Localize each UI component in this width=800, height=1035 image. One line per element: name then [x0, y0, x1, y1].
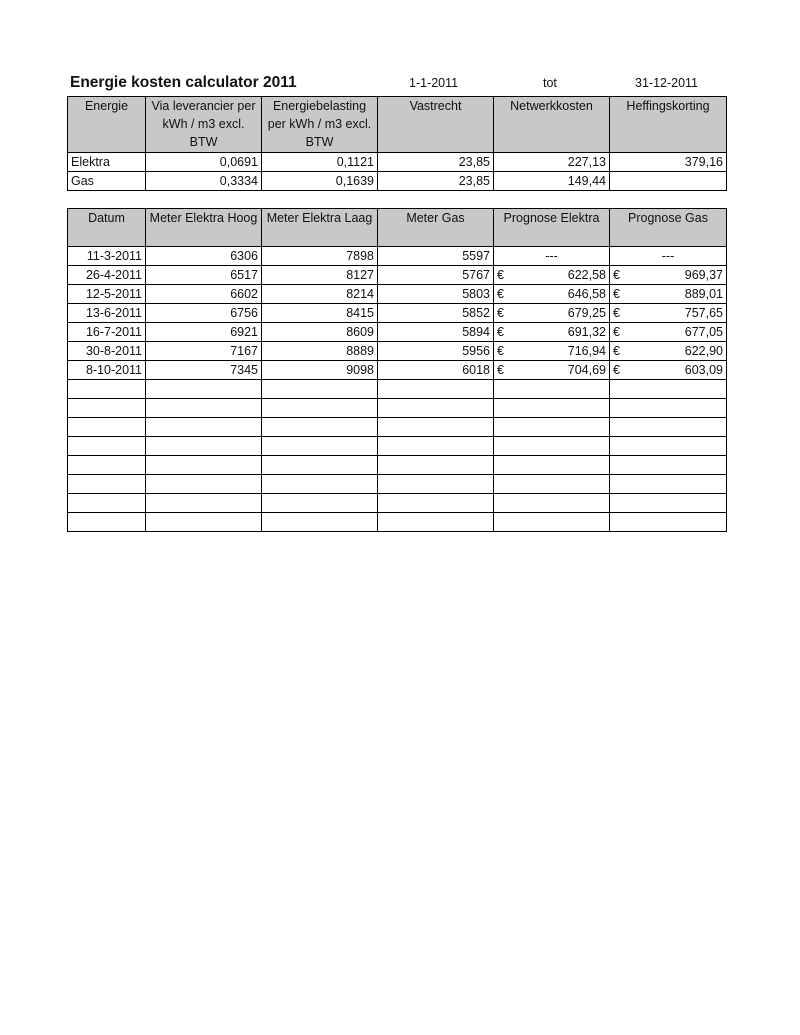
amount: 646,58 [567, 287, 606, 301]
cell-prognose-gas[interactable] [610, 399, 727, 418]
cell-meter-laag[interactable]: 9098 [262, 361, 378, 380]
cell-netwerkkosten[interactable]: 149,44 [494, 172, 610, 191]
cell-meter-hoog[interactable]: 6921 [146, 323, 262, 342]
amount: 622,58 [567, 268, 606, 282]
cell-leverancier[interactable]: 0,3334 [146, 172, 262, 191]
cell-meter-gas[interactable]: 5894 [378, 323, 494, 342]
cell-heffingskorting[interactable] [610, 172, 727, 191]
euro-symbol: € [613, 325, 620, 339]
readings-body [68, 247, 727, 532]
rates-row-gas [68, 172, 727, 191]
cell-datum[interactable]: 26-4-2011 [68, 266, 146, 285]
cell-meter-laag[interactable] [262, 513, 378, 532]
cell-vastrecht[interactable]: 23,85 [378, 172, 494, 191]
amount: 679,25 [567, 306, 606, 320]
cell-meter-gas[interactable] [378, 399, 494, 418]
cell-prognose-elektra[interactable] [494, 475, 610, 494]
cell-datum[interactable]: 11-3-2011 [68, 247, 146, 266]
cell-prognose-elektra[interactable] [494, 456, 610, 475]
empty-row [68, 475, 727, 494]
cell-prognose-elektra[interactable] [494, 380, 610, 399]
cell-datum[interactable] [68, 437, 146, 456]
col-header-leverancier[interactable]: Via leverancier per kWh / m3 excl. BTW [146, 97, 262, 153]
cell-meter-hoog[interactable]: 6517 [146, 266, 262, 285]
amount: 622,90 [684, 344, 723, 358]
cell-prognose-elektra[interactable]: --- [494, 247, 610, 266]
empty-row [68, 494, 727, 513]
amount: 603,09 [684, 363, 723, 377]
col-header-prognose-gas[interactable]: Prognose Gas [610, 209, 727, 247]
cell-prognose-elektra[interactable] [494, 266, 610, 285]
cell-meter-laag[interactable]: 8127 [262, 266, 378, 285]
cell-prognose-elektra[interactable] [494, 285, 610, 304]
cell-meter-laag[interactable] [262, 418, 378, 437]
cell-prognose-elektra[interactable] [494, 418, 610, 437]
cell-prognose-elektra[interactable] [494, 399, 610, 418]
cell-meter-laag[interactable] [262, 437, 378, 456]
euro-symbol: € [613, 268, 620, 282]
col-header-netwerkkosten[interactable]: Netwerkkosten [494, 97, 610, 153]
cell-prognose-gas[interactable] [610, 380, 727, 399]
cell-datum[interactable] [68, 513, 146, 532]
cell-meter-gas[interactable] [378, 418, 494, 437]
rates-header-row [68, 97, 727, 153]
cell-meter-hoog[interactable] [146, 494, 262, 513]
euro-symbol: € [613, 363, 620, 377]
cell-meter-gas[interactable] [378, 513, 494, 532]
empty-row [68, 399, 727, 418]
cell-meter-hoog[interactable] [146, 456, 262, 475]
cell-prognose-elektra[interactable] [494, 361, 610, 380]
readings-header-row [68, 209, 727, 247]
cell-prognose-elektra[interactable] [494, 342, 610, 361]
cell-meter-gas[interactable] [378, 456, 494, 475]
cell-energie[interactable]: Elektra [68, 153, 146, 172]
cell-meter-gas[interactable] [378, 380, 494, 399]
amount: 757,65 [684, 306, 723, 320]
cell-meter-laag[interactable]: 8415 [262, 304, 378, 323]
amount: 969,37 [684, 268, 723, 282]
cell-heffingskorting[interactable]: 379,16 [610, 153, 727, 172]
table-row [68, 342, 727, 361]
rates-row-elektra [68, 153, 727, 172]
col-header-energie[interactable]: Energie [68, 97, 146, 153]
cell-meter-laag[interactable] [262, 456, 378, 475]
cell-meter-gas[interactable]: 5803 [378, 285, 494, 304]
cell-meter-hoog[interactable]: 7167 [146, 342, 262, 361]
page-title: Energie kosten calculator 2011 [70, 74, 297, 91]
euro-symbol: € [497, 287, 504, 301]
cell-netwerkkosten[interactable]: 227,13 [494, 153, 610, 172]
end-date: 31-12-2011 [635, 76, 699, 90]
col-header-vastrecht[interactable]: Vastrecht [378, 97, 494, 153]
readings-table [67, 208, 727, 532]
start-date: 1-1-2011 [409, 76, 459, 90]
cell-leverancier[interactable]: 0,0691 [146, 153, 262, 172]
cell-meter-laag[interactable] [262, 475, 378, 494]
empty-row [68, 437, 727, 456]
cell-prognose-gas[interactable] [610, 323, 727, 342]
cell-prognose-gas[interactable] [610, 304, 727, 323]
cell-prognose-gas[interactable] [610, 475, 727, 494]
cell-prognose-gas[interactable] [610, 513, 727, 532]
amount: 889,01 [684, 287, 723, 301]
cell-datum[interactable]: 30-8-2011 [68, 342, 146, 361]
cell-meter-gas[interactable] [378, 494, 494, 513]
cell-meter-gas[interactable]: 5597 [378, 247, 494, 266]
amount: 677,05 [684, 325, 723, 339]
empty-row [68, 380, 727, 399]
cell-prognose-gas[interactable] [610, 494, 727, 513]
col-header-meter-gas[interactable]: Meter Gas [378, 209, 494, 247]
col-header-heffingskorting[interactable]: Heffingskorting [610, 97, 727, 153]
cell-prognose-gas[interactable] [610, 418, 727, 437]
euro-symbol: € [497, 363, 504, 377]
cell-meter-hoog[interactable] [146, 475, 262, 494]
cell-meter-laag[interactable] [262, 399, 378, 418]
table-row [68, 247, 727, 266]
euro-symbol: € [613, 344, 620, 358]
empty-row [68, 418, 727, 437]
cell-meter-laag[interactable]: 8214 [262, 285, 378, 304]
cell-belasting[interactable]: 0,1639 [262, 172, 378, 191]
euro-symbol: € [613, 306, 620, 320]
cell-meter-hoog[interactable] [146, 513, 262, 532]
table-row [68, 285, 727, 304]
cell-prognose-elektra[interactable] [494, 513, 610, 532]
cell-datum[interactable]: 16-7-2011 [68, 323, 146, 342]
empty-row [68, 513, 727, 532]
cell-energie[interactable]: Gas [68, 172, 146, 191]
cell-prognose-elektra[interactable] [494, 494, 610, 513]
rates-table [67, 96, 727, 191]
cell-meter-hoog[interactable] [146, 380, 262, 399]
cell-meter-hoog[interactable] [146, 437, 262, 456]
cell-datum[interactable] [68, 399, 146, 418]
amount: 691,32 [567, 325, 606, 339]
euro-symbol: € [497, 306, 504, 320]
cell-datum[interactable] [68, 475, 146, 494]
empty-row [68, 456, 727, 475]
table-row [68, 323, 727, 342]
cell-prognose-gas[interactable] [610, 342, 727, 361]
cell-datum[interactable] [68, 494, 146, 513]
cell-prognose-elektra[interactable] [494, 437, 610, 456]
cell-meter-laag[interactable] [262, 380, 378, 399]
cell-meter-hoog[interactable] [146, 399, 262, 418]
col-header-meter-elektra-hoog[interactable]: Meter Elektra Hoog [146, 209, 262, 247]
col-header-datum[interactable]: Datum [68, 209, 146, 247]
cell-meter-gas[interactable] [378, 475, 494, 494]
cell-meter-laag[interactable]: 7898 [262, 247, 378, 266]
cell-meter-laag[interactable] [262, 494, 378, 513]
cell-prognose-elektra[interactable] [494, 323, 610, 342]
cell-meter-gas[interactable]: 6018 [378, 361, 494, 380]
cell-prognose-gas[interactable] [610, 456, 727, 475]
cell-prognose-gas[interactable] [610, 437, 727, 456]
table-row [68, 304, 727, 323]
cell-meter-gas[interactable]: 5852 [378, 304, 494, 323]
cell-meter-hoog[interactable] [146, 418, 262, 437]
euro-symbol: € [497, 268, 504, 282]
table-row [68, 266, 727, 285]
amount: 704,69 [567, 363, 606, 377]
euro-symbol: € [613, 287, 620, 301]
cell-datum[interactable] [68, 380, 146, 399]
cell-meter-gas[interactable]: 5956 [378, 342, 494, 361]
cell-meter-hoog[interactable]: 6756 [146, 304, 262, 323]
cell-meter-laag[interactable]: 8609 [262, 323, 378, 342]
cell-prognose-gas[interactable] [610, 266, 727, 285]
cell-datum[interactable]: 12-5-2011 [68, 285, 146, 304]
cell-datum[interactable]: 13-6-2011 [68, 304, 146, 323]
cell-meter-gas[interactable]: 5767 [378, 266, 494, 285]
cell-meter-hoog[interactable]: 7345 [146, 361, 262, 380]
cell-belasting[interactable]: 0,1121 [262, 153, 378, 172]
euro-symbol: € [497, 325, 504, 339]
euro-symbol: € [497, 344, 504, 358]
cell-meter-gas[interactable] [378, 437, 494, 456]
cell-meter-hoog[interactable]: 6602 [146, 285, 262, 304]
cell-prognose-gas[interactable] [610, 361, 727, 380]
cell-datum[interactable] [68, 418, 146, 437]
cell-prognose-elektra[interactable] [494, 304, 610, 323]
date-separator: tot [543, 76, 557, 90]
cell-datum[interactable]: 8-10-2011 [68, 361, 146, 380]
cell-prognose-gas[interactable]: --- [610, 247, 727, 266]
amount: 716,94 [567, 344, 606, 358]
title-row [68, 74, 728, 94]
table-row [68, 361, 727, 380]
col-header-meter-elektra-laag[interactable]: Meter Elektra Laag [262, 209, 378, 247]
col-header-prognose-elektra[interactable]: Prognose Elektra [494, 209, 610, 247]
col-header-energiebelasting[interactable]: Energiebelasting per kWh / m3 excl. BTW [262, 97, 378, 153]
cell-datum[interactable] [68, 456, 146, 475]
cell-meter-laag[interactable]: 8889 [262, 342, 378, 361]
cell-prognose-gas[interactable] [610, 285, 727, 304]
cell-vastrecht[interactable]: 23,85 [378, 153, 494, 172]
cell-meter-hoog[interactable]: 6306 [146, 247, 262, 266]
